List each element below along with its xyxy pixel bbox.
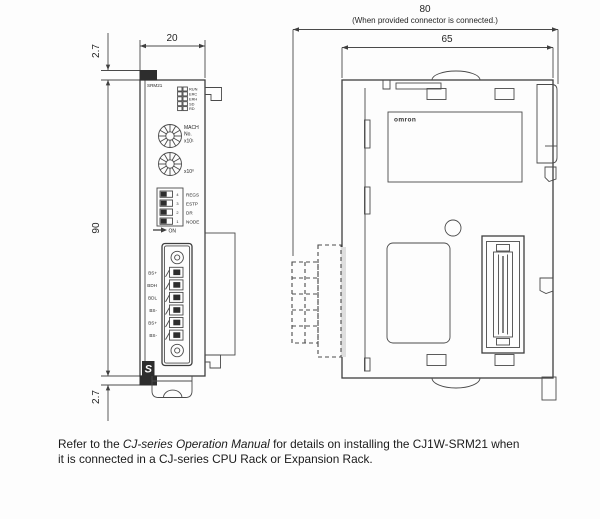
front-hook-top [205,88,222,101]
compobus-s-logo [143,362,155,376]
rotary-switch-1 [159,125,200,148]
dip-label: NODE [186,219,200,225]
dim-width-label: 20 [166,33,178,44]
on-label: ON [168,228,176,235]
dim-body-label: 65 [441,34,453,45]
terminal-label: BDH [147,282,157,288]
caption-line2: it is connected in a CJ-series CPU Rack or Expansion Rack. [58,451,373,466]
terminal-label: BS+ [148,270,157,276]
dim-total-label: 80 [419,4,431,15]
led-label: ERH [189,96,198,102]
dip-switch [153,188,199,234]
backplane-connector [482,236,524,353]
caption-manual-title: CJ-series Operation Manual [122,436,270,451]
terminal-labels [147,270,157,338]
front-dim-chain [91,33,141,421]
dip-number: 2 [176,210,179,215]
dip-label: REGS [186,192,200,198]
dip-label: ESTP [186,201,198,207]
side-view [292,4,558,400]
caption-suffix-line1: for details on installing the CJ1W-SRM21 when [269,436,520,451]
side-bottom-bump [432,378,480,388]
logo-letter: S [144,363,152,376]
rotary2-label: x10⁰ [184,169,195,175]
side-hole [445,220,461,236]
front-side-plate [205,233,235,355]
side-body-outline [342,71,553,388]
side-top-notch [383,80,390,89]
terminal-screw-bottom [171,344,183,356]
caption-prefix: Refer to the [58,436,123,451]
led-label: SD [189,101,195,107]
dim-bottom-tab-label: 2.7 [91,390,102,404]
on-arrow-icon [161,227,167,232]
side-vent-top-2 [495,89,514,100]
dim-top-tab-label: 2.7 [91,44,102,58]
front-top-tab [140,71,157,81]
front-module-label: SRM21 [147,83,163,88]
mach-label-1: MACH [184,125,199,131]
terminal-screw-top [171,251,183,263]
side-vent-top-1 [427,89,446,100]
led-label: RUN [189,86,198,92]
connector-hatch-strip [341,247,346,357]
caption-text [58,437,563,467]
dim-total-note: (When provided connector is connected.) [352,16,498,25]
side-vent-bottom-1 [427,355,446,366]
terminal-label: BS- [149,333,157,339]
side-dim-total [293,4,558,256]
front-module-outline [140,71,235,398]
dip-number: 4 [176,192,179,197]
brand-label: omron [394,116,417,124]
terminal-label: BDL [148,295,157,301]
provided-connector-dashed [292,245,346,357]
terminal-rows [166,267,184,340]
dip-label: DR [186,210,193,216]
led-block [178,87,198,112]
side-vent-bottom-2 [495,355,514,366]
dip-number: 1 [176,219,179,224]
terminal-label: BS+ [148,320,157,326]
terminal-label: BS- [149,308,157,313]
side-top-bump [432,71,480,80]
mach-label-3: x10¹ [184,138,194,145]
side-panel [387,243,450,343]
side-nameplate [388,112,522,182]
side-rail-hooks [537,85,557,401]
front-din-latch [152,376,192,398]
front-view [91,33,235,421]
front-din-notch [164,390,182,397]
dip-number: 3 [176,201,179,206]
terminal-block [147,244,192,366]
front-hook-bottom [205,355,221,368]
led-label: ERC [189,91,198,97]
mach-label-2: No. [184,131,192,138]
led-label: RD [189,106,195,112]
rotary-switch-2 [159,153,195,176]
front-bottom-tab [140,376,157,385]
dim-height-label: 90 [91,222,102,234]
